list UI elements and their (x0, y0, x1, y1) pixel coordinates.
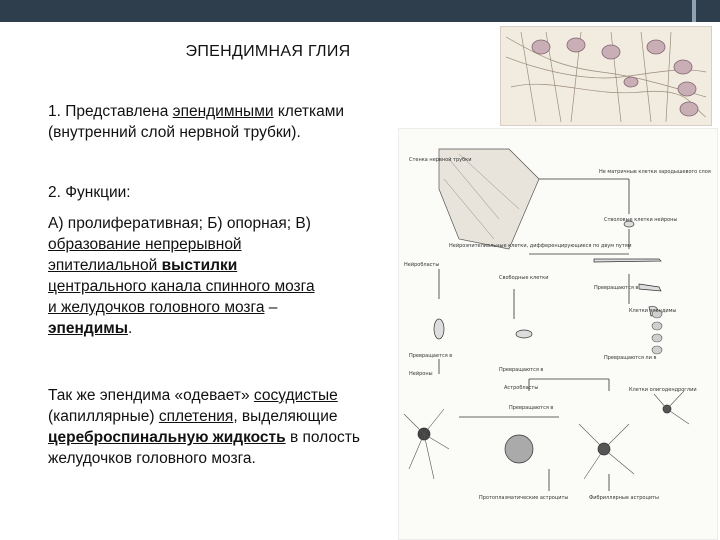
point-1-rest: клетками (внутренний слой нервной трубки). (48, 103, 345, 141)
point-1 (48, 101, 378, 143)
ependymal-histology-image (500, 26, 712, 126)
function-b: Б) опорная; (202, 215, 292, 232)
function-c-line4: и желудочков головного мозга (48, 299, 265, 316)
paragraph-part-7: в полость желудочков головного мозга. (48, 429, 360, 467)
label-neuroepithelial: Нейроэпителиальные клетки, дифференцирующиеся по двум путям (449, 243, 632, 249)
point-1-term: эпендимными (172, 103, 274, 120)
label-oligodendroglia: Клетки олигодендроглии (629, 387, 697, 393)
label-free-cells: Свободные клетки (499, 275, 549, 281)
point-2 (48, 182, 378, 203)
label-astroblasts: Астробласты (504, 385, 539, 391)
label-transform-2: Превращается в (409, 353, 453, 359)
point-2-text: 2. Функции: (48, 184, 131, 201)
slide-top-bar (0, 0, 720, 22)
neural-tube-wall (439, 149, 539, 249)
label-transform-1: Превращаются в (594, 285, 639, 291)
function-c-bold: выстилки (161, 257, 238, 274)
label-transform-5: Превращаются ли в (604, 355, 657, 361)
label-ependymal-cells: Клетки эпендимы (629, 308, 677, 314)
function-c-dash: – (264, 299, 278, 316)
function-a: А) пролиферативная; (48, 215, 203, 232)
label-transform-4: Превращаются в (499, 367, 544, 373)
function-c-end: . (127, 320, 133, 337)
ependyma-term: эпендимы (48, 320, 128, 337)
label-matrix-cells: Не матричные клетки зародышевого слоя (599, 169, 711, 175)
label-protoplasmic-astrocytes: Протоплазматические астроциты (479, 495, 569, 501)
slide-title: ЭПЕНДИМНАЯ ГЛИЯ (185, 43, 351, 60)
paragraph-part-1: Так же эпендима «одевает» (48, 387, 254, 404)
functions-list (48, 213, 378, 339)
label-neurons: Нейроны (409, 371, 433, 377)
glia-differentiation-diagram (398, 128, 718, 540)
point-1-prefix: 1. Представлена (48, 103, 173, 120)
label-stem-cells: Стволовые клетки нейроны (604, 217, 678, 223)
function-c-line1: образование непрерывной (48, 236, 242, 253)
function-c-line3: центрального канала спинного мозга (48, 278, 315, 295)
paragraph-part-6: цереброспинальную жидкость (48, 429, 286, 446)
label-neuroblasts: Нейробласты (404, 262, 440, 268)
label-neural-tube-wall: Стенка нервной трубки (409, 157, 472, 163)
top-bar-accent (692, 0, 696, 22)
function-c-line2: эпителиальной (48, 257, 162, 274)
paragraph-part-5: , выделяющие (233, 408, 338, 425)
function-c-label: В) (291, 215, 311, 232)
label-transform-3: Превращаются в (509, 405, 554, 411)
paragraph-part-2: сосудистые (253, 387, 338, 404)
paragraph-part-3: (капиллярные) (48, 408, 159, 425)
paragraph-part-4: сплетения (158, 408, 234, 425)
ependyma-column (652, 310, 662, 354)
ependyma-paragraph (48, 385, 378, 469)
label-fibrous-astrocytes: Фибриллярные астроциты (589, 495, 659, 501)
